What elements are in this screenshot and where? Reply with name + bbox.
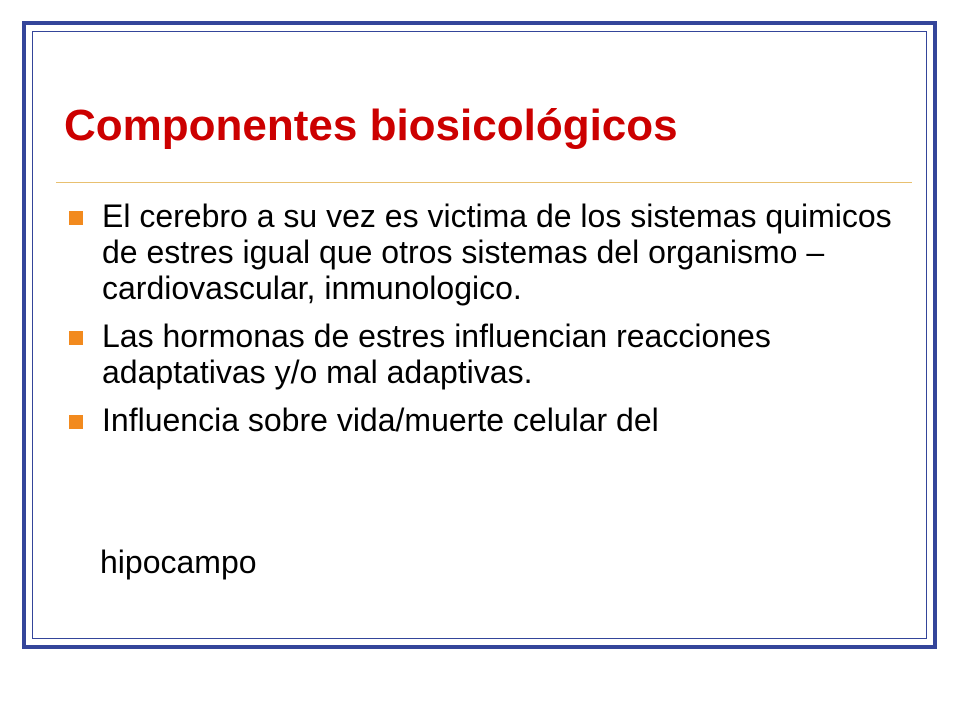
bullet-text: Las hormonas de estres influencian reacciones adaptativas y/o mal adaptivas.	[102, 318, 771, 390]
bullet-text: El cerebro a su vez es victima de los sistemas quimicos de estres igual que otros sistemas del organismo – cardiovascular, inmunologico.	[102, 198, 892, 306]
bullet-item	[64, 318, 904, 390]
square-bullet-icon	[69, 211, 83, 225]
bullet-text: Influencia sobre vida/muerte celular del	[102, 402, 659, 438]
square-bullet-icon	[69, 415, 83, 429]
bullet-list	[64, 198, 904, 450]
square-bullet-icon	[69, 331, 83, 345]
bullet-item	[64, 402, 904, 438]
slide-title: Componentes biosicológicos	[64, 101, 678, 150]
bullet-item	[64, 198, 904, 306]
title-divider	[56, 182, 912, 183]
bullet-continuation-text: hipocampo	[100, 544, 257, 580]
